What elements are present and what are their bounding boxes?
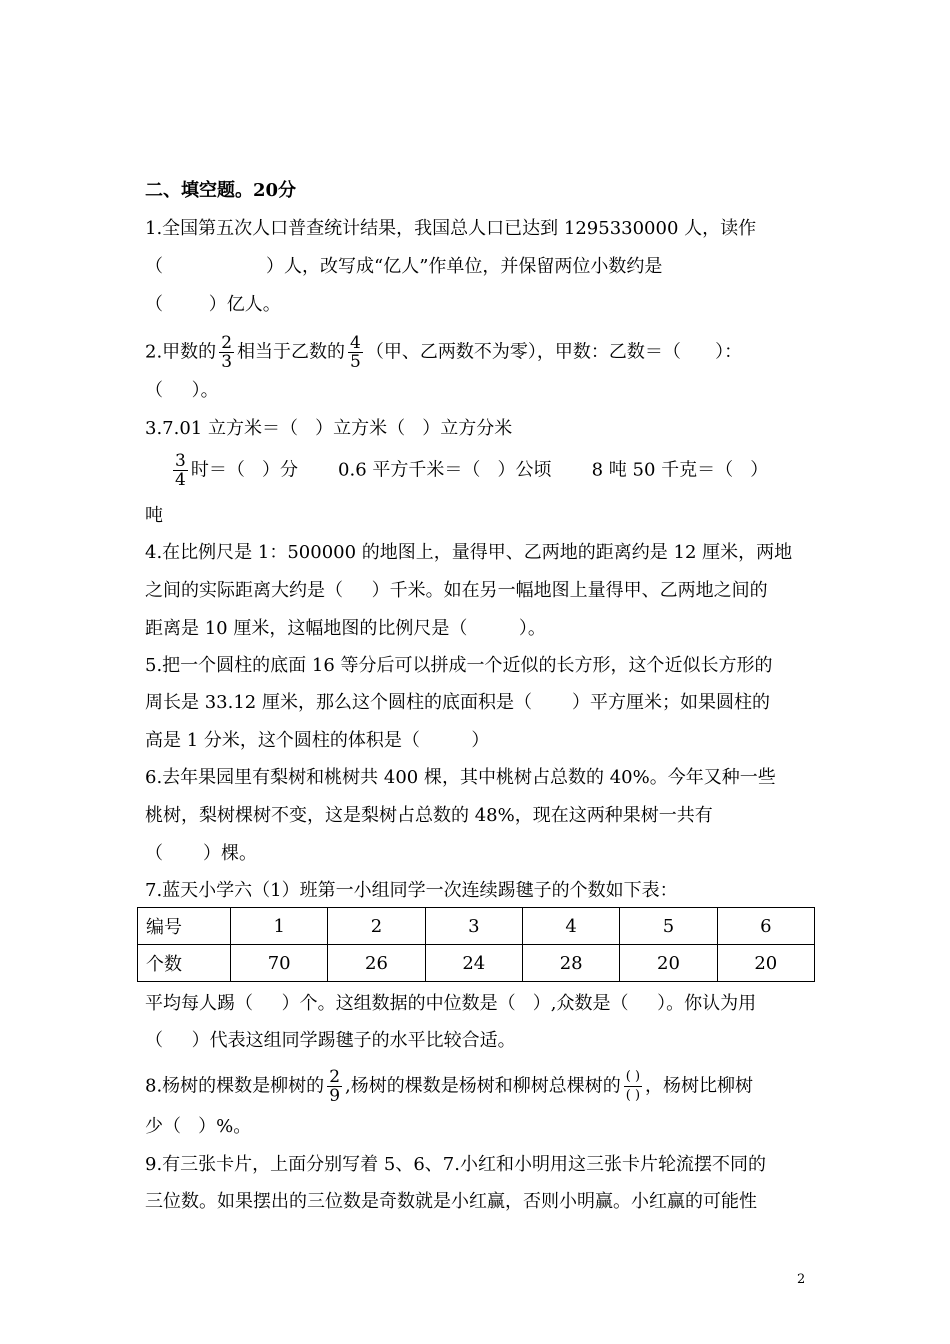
kick-count-table — [137, 907, 815, 982]
q1-line3: （ ）亿人。 — [145, 294, 281, 315]
table-cell: 26 — [328, 945, 425, 982]
q2-fraction-1 — [219, 334, 234, 371]
q8-line2: 少（ ）%。 — [145, 1116, 252, 1137]
table-cell: 6 — [717, 908, 814, 945]
table-cell: 4 — [522, 908, 619, 945]
section-title: 二、填空题。20分 — [145, 180, 297, 201]
q5-line2: 周长是 33.12 厘米，那么这个圆柱的底面积是（ ）平方厘米；如果圆柱的 — [145, 692, 771, 713]
table-cell: 3 — [425, 908, 522, 945]
q7-line1: 7.蓝天小学六（1）班第一小组同学一次连续踢毽子的个数如下表： — [145, 880, 678, 901]
q2-fraction-2 — [348, 334, 363, 371]
q8-prefix: 8.杨树的棵数是柳树的 — [145, 1075, 325, 1097]
q2-frac1-denominator: 3 — [221, 352, 233, 372]
table-cell: 编号 — [138, 908, 231, 945]
table-cell: 5 — [620, 908, 717, 945]
q4-line3: 距离是 10 厘米，这幅地图的比例尺是（ ）。 — [145, 618, 546, 639]
page-number: 2 — [797, 1272, 806, 1287]
q4-line2: 之间的实际距离大约是（ ）千米。如在另一幅地图上量得甲、乙两地之间的 — [145, 580, 768, 601]
q8-frac2-numerator: ( ) — [624, 1068, 642, 1087]
q2-mid: 相当于乙数的 — [237, 341, 346, 363]
q3-line1: 3.7.01 立方米＝（ ）立方米（ ）立方分米 — [145, 418, 513, 439]
q8-fraction-2 — [624, 1068, 642, 1105]
q2-frac1-numerator: 2 — [221, 333, 233, 353]
q8-suffix: ，杨树比柳树 — [645, 1075, 754, 1097]
q3-frac-denominator: 4 — [175, 470, 186, 490]
q7-line2: 平均每人踢（ ）个。这组数据的中位数是（ ）,众数是（ ）。你认为用 — [145, 993, 757, 1014]
q3-frac-numerator: 3 — [175, 451, 186, 471]
q8-line1 — [145, 1068, 753, 1105]
table-cell: 28 — [522, 945, 619, 982]
q1-line2: （ ）人，改写成“亿人”作单位，并保留两位小数约是 — [145, 256, 663, 277]
q5-line1: 5.把一个圆柱的底面 16 等分后可以拼成一个近似的长方形，这个近似长方形的 — [145, 655, 773, 676]
table-cell: 1 — [231, 908, 328, 945]
table-cell: 24 — [425, 945, 522, 982]
q6-line2: 桃树，梨树棵树不变，这是梨树占总数的 48%，现在这两种果树一共有 — [145, 805, 713, 826]
q2-frac2-numerator: 4 — [350, 333, 361, 353]
table-cell: 20 — [717, 945, 814, 982]
q3-line2 — [170, 452, 768, 489]
table-row — [138, 908, 815, 945]
table-cell: 20 — [620, 945, 717, 982]
q8-fraction-1 — [327, 1068, 342, 1105]
q9-line2: 三位数。如果摆出的三位数是奇数就是小红赢，否则小明赢。小红赢的可能性 — [145, 1191, 757, 1212]
q2-line1 — [145, 334, 742, 371]
q9-line1: 9.有三张卡片，上面分别写着 5、6、7.小红和小明用这三张卡片轮流摆不同的 — [145, 1154, 766, 1175]
q3-line3: 吨 — [145, 505, 163, 526]
q8-frac1-denominator: 9 — [329, 1086, 341, 1106]
q8-frac1-numerator: 2 — [329, 1067, 341, 1087]
q3-line2-rest: 时＝（ ）分 0.6 平方千米＝（ ）公顷 8 吨 50 千克＝（ ） — [190, 459, 769, 481]
q1-line1: 1.全国第五次人口普查统计结果，我国总人口已达到 1295330000 人，读作 — [145, 218, 757, 239]
table-row — [138, 945, 815, 982]
table-cell: 个数 — [138, 945, 231, 982]
q7-line3: （ ）代表这组同学踢毽子的水平比较合适。 — [145, 1030, 516, 1051]
q2-suffix: （甲、乙两数不为零），甲数：乙数＝（ ）： — [365, 341, 743, 363]
q5-line3: 高是 1 分米，这个圆柱的体积是（ ） — [145, 730, 490, 751]
q6-line1: 6.去年果园里有梨树和桃树共 400 棵，其中桃树占总数的 40%。今年又种一些 — [145, 767, 776, 788]
table-cell: 2 — [328, 908, 425, 945]
q6-line3: （ ）棵。 — [145, 843, 258, 864]
q4-line1: 4.在比例尺是 1：500000 的地图上，量得甲、乙两地的距离约是 12 厘米，两地 — [145, 542, 793, 563]
q8-frac2-denominator: ( ) — [625, 1088, 641, 1103]
q2-line2: （ ）。 — [145, 380, 219, 401]
q2-frac2-denominator: 5 — [350, 352, 361, 372]
q2-prefix: 2.甲数的 — [145, 341, 217, 363]
q3-fraction — [173, 452, 188, 489]
q8-mid: ,杨树的棵数是杨树和柳树总棵树的 — [345, 1075, 621, 1097]
table-cell: 70 — [231, 945, 328, 982]
